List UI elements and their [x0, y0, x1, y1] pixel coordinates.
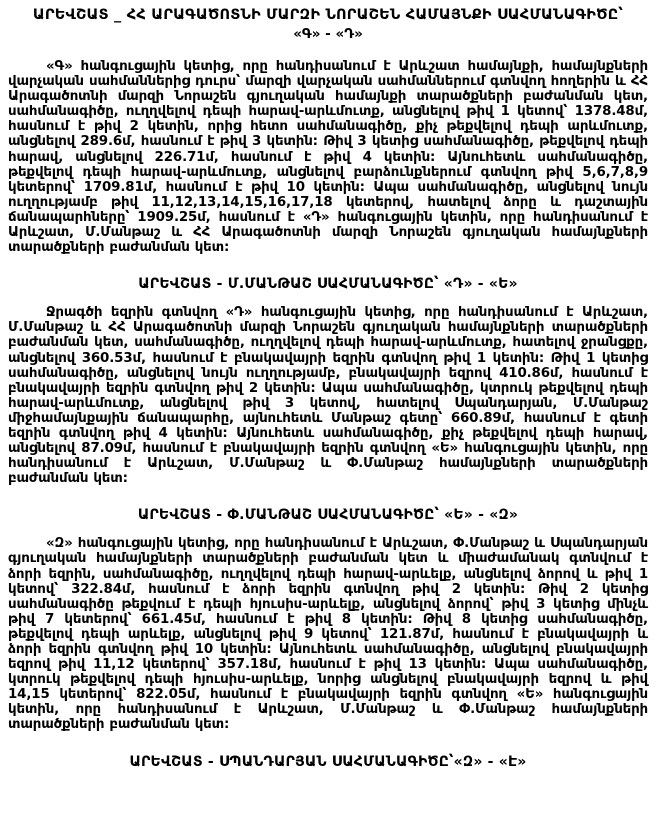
paragraph-boundary-d-e: Ջրագծի եզրին գտնվող «Դ» հանգուցային կետից, որը հանդիսանում է Արևշատ, Մ.Մանթաշ և ՀՀ Արագածոտնի մարզի Նորաշեն գյուղական համայնքների տարածքների բաժանման կետ, սահմանագիծը, ուղղվելով դեպի հարավ-արևմուտք, հատելով ջրանցքը, անցնելով 360.53մ, հասնում է բնակավայրի եզրին գտնվող թիվ 1 կետին: Թիվ 1 կետից սահմանագիծը, անցնելով նույն ուղղությամբ, բնակավայրի եզրով 410.86մ, հասնում է բնակավայրի եզրին գտնվող թիվ 2 կետին: Ապա սահմանագիծը, կտրուկ թեքվելով դեպի հարավ-արևմուտք, անցնելով թիվ 3 կետով, հատելով Սպանդարյան, Մ.Մանթաշ միջհամայնքային ճանապարհը, այնուհետև Մանթաշ գետը՝ 660.89մ, հասնում է գետի եզրին գտնվող թիվ 4 կետին: Այնուհետև սահմանագիծը, քիչ թեքվելով դեպի հարավ, անցնելով 87.09մ, հասնում է բնակավայրի եզրին գտնվող «Ե» հանգուցային կետին, որը հանդիսանում է Արևշատ, Մ.Մանթաշ և Փ.Մանթաշ համայնքների տարածքների բաժանման կետ:: [8, 305, 648, 487]
paragraph-boundary-e-z: «Զ» հանգուցային կետից, որը հանդիսանում է Արևշատ, Փ.Մանթաշ և Սպանդարյան գյուղական համայնքների տարածքների բաժանման կետ և միաժամանակ գտնվում է ձորի եզրին, սահմանագիծը, ուղղվելով դեպի հարավ-արևելք, անցնելով ձորով և թիվ 1 կետով՝ 322.84մ, հասնում է ձորի եզրին գտնվող թիվ 2 կետին: Թիվ 2 կետից սահմանագիծը թեքվում է դեպի հյուսիս-արևելք, անցնելով ձորով՝ թիվ 3 կետից մինչև թիվ 7 կետերով՝ 661.45մ, հասնում է թիվ 8 կետին: Թիվ 8 կետից սահմանագիծը, թեքվելով դեպի արևելք, անցնելով թիվ 9 կետով՝ 121.87մ, հասնում է բնակավայրի և ձորի եզրին գտնվող թիվ 10 կետին: Այնուհետև սահմանագիծը, անցնելով բնակավայրի եզրով թիվ 11,12 կետերով՝ 357.18մ, հասնում է թիվ 13 կետին: Ապա սահմանագիծը, կտրուկ թեքվելով դեպի հյուսիս-արևելք, նորից անցնելով բնակավայրի եզրով և թիվ 14,15 կետերով՝ 822.05մ, հասնում է բնակավայրի եզրին գտնվող «Ե» հանգուցային կետին, որը հանդիսանում է Արևշատ, Մ.Մանթաշ և Փ.Մանթաշ համայնքների տարածքների բաժանման կետ:: [8, 536, 648, 733]
document-subtitle-node-range: «Գ» - «Դ»: [293, 26, 363, 42]
paragraph-boundary-g-d: «Գ» հանգուցային կետից, որը հանդիսանում է Արևշատ համայնքի, համայնքների վարչական սահմաններից դուրս՝ մարզի վարչական սահմաններում գտնվող հողերին և ՀՀ Արագածոտնի մարզի Նորաշեն գյուղական համայնքի տարածքների բաժանման կետ, սահմանագիծը, ուղղվելով դեպի հարավ-արևմուտք, անցնելով թիվ 1 կետով՝ 1378.48մ, հասնում է թիվ 2 կետին, որից հետո սահմանագիծը, քիչ թեքվելով դեպի արևմուտք, անցնելով 289.6մ, հասնում է թիվ 3 կետին: Թիվ 3 կետից սահմանագիծը, թեքվելով դեպի հարավ, անցնելով 226.71մ, հասնում է թիվ 4 կետին: Այնուհետև սահմանագիծը, թեքվելով դեպի հարավ-արևմուտք, անցնելով բարձունքներում գտնվող թիվ 5,6,7,8,9 կետերով՝ 1709.81մ, հասնում է թիվ 10 կետին: Ապա սահմանագիծը, անցնելով նույն ուղղությամբ թիվ 11,12,13,14,15,16,17,18 կետերով, հատելով ձորը և դաշտային ճանապարհները՝ 1909.25մ, հասնում է «Դ» հանգուցային կետին, որը հանդիսանում է Արևշատ, Մ.Մանթաշ և ՀՀ Արագածոտնի մարզի Նորաշեն գյուղական համայնքների տարածքների բաժանման կետ:: [8, 59, 648, 256]
section-heading-arevshat-spandaryan: ԱՐԵՎՇԱՏ - ՍՊԱՆԴԱՐՅԱՆ ՍԱՀՄԱՆԱԳԻԾԸ՝«Զ» - «Է»: [129, 753, 527, 770]
document-title: ԱՐԵՎՇԱՏ _ ՀՀ ԱՐԱԳԱԾՈՏՆԻ ՄԱՐԶԻ ՆՈՐԱՇԵՆ ՀԱՄԱՅՆՔԻ ՍԱՀՄԱՆԱԳԻԾԸ՝: [32, 7, 624, 23]
section-heading-arevshat-pmantash: ԱՐԵՎՇԱՏ - Փ.ՄԱՆԹԱՇ ՍԱՀՄԱՆԱԳԻԾԸ՝ «Ե» - «Զ»: [137, 507, 519, 524]
section-heading-arevshat-mmantash: ԱՐԵՎՇԱՏ - Մ.ՄԱՆԹԱՇ ՍԱՀՄԱՆԱԳԻԾԸ՝ «Դ» - «Ե»: [138, 276, 518, 293]
